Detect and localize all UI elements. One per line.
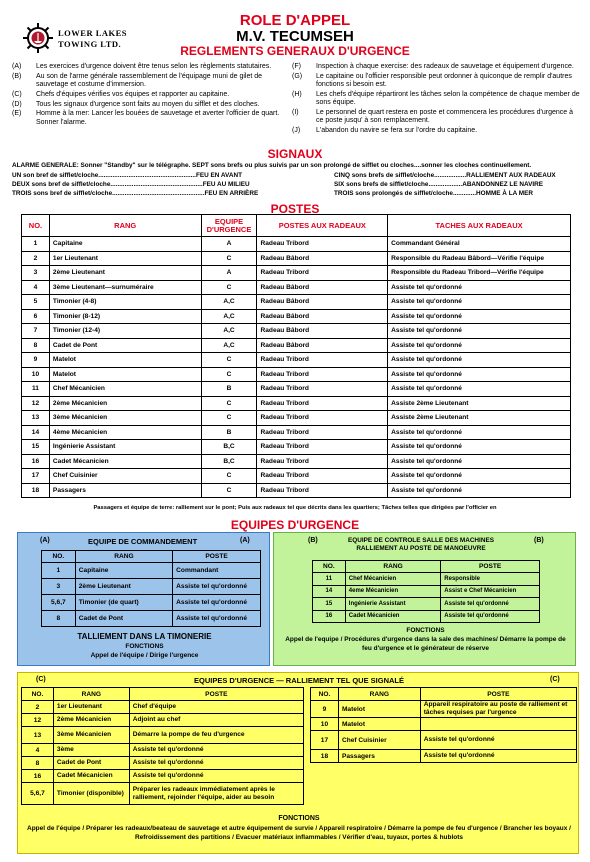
table-cell: 16: [22, 454, 50, 469]
table-cell: 11: [313, 573, 346, 586]
rule-text: Au son de l'arme générale rassemblement de l'équipage muni de gilet de sauvetage et costume d'immersion.: [36, 72, 263, 89]
team-a-panel: [17, 532, 270, 666]
table-cell: Cadet Mécanicien: [53, 770, 129, 783]
team-b-functions-text: Appel de l'equipe / Procédures d'urgence dans la sale des machines/ Démarre la pompe de feu d'urgence et le générateur de réserve: [285, 636, 566, 652]
rule-key: (J): [292, 127, 301, 135]
team-b-rally: RALLIEMENT AU POSTE DE MANOEUVRE: [356, 545, 486, 552]
table-row: [313, 610, 540, 623]
team-a-tag: (A): [40, 537, 50, 544]
table-cell: C: [201, 280, 257, 295]
table-cell: Assiste tel qu'ordonné: [420, 731, 576, 750]
table-cell: Assiste tel qu'ordonné: [388, 367, 571, 382]
team-b-functions-title: FONCTIONS: [406, 627, 445, 634]
signal-row: [12, 172, 582, 181]
table-cell: 15: [22, 440, 50, 455]
team-a-table: [41, 550, 261, 627]
table-cell: Chef d'équipe: [129, 701, 303, 714]
table-row: [22, 353, 571, 368]
table-cell: 7: [22, 324, 50, 339]
col-header-poste: POSTE: [173, 551, 261, 563]
table-cell: 4: [22, 280, 50, 295]
signal-left: TROIS sons bref de sifflet/cloche....................................................FEU EN ARRIÈRE: [12, 190, 259, 197]
table-row: [22, 251, 571, 266]
signal-right: SIX sons brefs de sifflet/cloche...................ABANDONNEZ LE NAVIRE: [334, 181, 544, 188]
table-header-row: [311, 688, 577, 701]
team-a-tag-right: (A): [240, 537, 250, 544]
signal-left: DEUX sons bref de sifflet/cloche....................................................FEU AU MILIEU: [12, 181, 250, 188]
table-cell: Cadet Mécanicien: [345, 610, 441, 623]
rule-item: [292, 109, 582, 126]
rule-text: L'abandon du navire se fera sur l'ordre du capitaine.: [316, 127, 478, 135]
table-row: [22, 440, 571, 455]
team-b-body: [313, 573, 540, 623]
table-row: [22, 295, 571, 310]
table-cell: Radeau Tribord: [257, 237, 388, 252]
table-cell: 2ème Mécanicien: [49, 396, 201, 411]
table-cell: Assiste tel qu'ordonné: [388, 425, 571, 440]
rule-text: Le personnel de quart restera en poste et commencera les procédures d'urgence à ce poste jusqu' à son remplacement.: [316, 108, 573, 125]
team-a-rally: TALLIEMENT DANS LA TIMONERIE: [77, 632, 212, 641]
signal-right: CINQ sons brefs de sifflet/cloche..................RALLIEMENT AUX RADEAUX: [334, 172, 556, 179]
table-cell: 14: [22, 425, 50, 440]
table-cell: B: [201, 425, 257, 440]
table-cell: 17: [311, 731, 339, 750]
table-cell: 3ème Lieutenant—surnuméraire: [49, 280, 201, 295]
vessel-name: M.V. TECUMSEH: [236, 28, 354, 45]
table-cell: Capitaine: [75, 563, 172, 579]
table-cell: Assiste 2ème Lieutenant: [388, 411, 571, 426]
col-header-no: NO.: [22, 688, 54, 701]
table-header-row: [22, 688, 304, 701]
table-row: [22, 454, 571, 469]
table-cell: Cadet Mécanicien: [49, 454, 201, 469]
table-cell: Radeau Bâbord: [257, 280, 388, 295]
table-cell: 2ème Mécanicien: [53, 714, 129, 727]
table-cell: 16: [22, 770, 54, 783]
table-cell: 10: [311, 718, 339, 731]
table-cell: Cadet de Pont: [53, 757, 129, 770]
col-header-no: NO.: [42, 551, 76, 563]
table-cell: Ingénierie Assistant: [345, 598, 441, 611]
table-cell: 4eme Mécanicien: [345, 585, 441, 598]
rule-text: Chefs d'équipes vérifies vos équipes et rapporter au capitaine.: [36, 90, 230, 98]
table-cell: 13: [22, 727, 54, 744]
rule-item: [12, 91, 282, 99]
table-row: [22, 309, 571, 324]
page-subtitle: REGLEMENTS GENERAUX D'URGENCE: [180, 44, 410, 58]
table-cell: 2ème Lieutenant: [49, 266, 201, 281]
table-cell: Radeau Bâbord: [257, 324, 388, 339]
table-cell: Radeau Tribord: [257, 382, 388, 397]
postes-note: Passagers et équipe de terre: ralliement sur le pont; Puis aux radeaux tel que décrits dans les quartiers; Tâches telles que dirigées par l'officier en: [93, 505, 497, 511]
table-cell: Appareil respiratoire au poste de ralliement et tâches requises par l'urgence: [420, 701, 576, 718]
team-a-functions-title: FONCTIONS: [125, 643, 164, 650]
table-row: [311, 731, 577, 750]
table-row: [311, 750, 577, 763]
table-cell: Assiste tel qu'ordonné: [388, 295, 571, 310]
table-cell: 18: [22, 483, 50, 498]
table-cell: 2ème Lieutenant: [75, 579, 172, 595]
table-cell: Passagers: [338, 750, 420, 763]
team-b-title: EQUIPE DE CONTROLE SALLE DES MACHINES: [348, 537, 494, 544]
table-cell: Assiste tel qu'ordonné: [173, 611, 261, 627]
rules-right-column: [292, 63, 582, 137]
table-cell: C: [201, 469, 257, 484]
table-row: [22, 324, 571, 339]
table-row: [311, 718, 577, 731]
table-cell: Assiste tel qu'ordonné: [388, 469, 571, 484]
table-cell: 11: [22, 382, 50, 397]
col-header-rang: RANG: [345, 561, 441, 573]
team-c-left-table: [21, 687, 304, 805]
table-row: [42, 595, 261, 611]
rule-key: (F): [292, 63, 301, 70]
table-cell: Adjoint au chef: [129, 714, 303, 727]
table-cell: Assiste tel qu'ordonné: [173, 595, 261, 611]
table-cell: Assiste tel qu'ordonné: [388, 309, 571, 324]
table-cell: 15: [313, 598, 346, 611]
table-cell: Assiste tel qu'ordonné: [388, 483, 571, 498]
table-cell: Radeau Tribord: [257, 353, 388, 368]
team-c-left-body: [22, 701, 304, 805]
table-cell: 10: [22, 367, 50, 382]
col-header-postes: POSTES AUX RADEAUX: [257, 215, 388, 237]
rule-key: (D): [12, 100, 22, 108]
table-cell: Cadet de Pont: [49, 338, 201, 353]
page-title: ROLE D'APPEL: [239, 12, 351, 29]
team-c-functions-text: Appel de l'équipe / Préparer les radeaux/beateau de sauvetage et autre équipement de survie / Appareil respiratoire / Démarre la pompe de feu d'urgence / Brancher les boyaux / Refroidissement des partitions / Evacuer matériaux inflammables / Vérifier d'eau, tuyaux, portes & hublots: [27, 825, 571, 841]
table-cell: A: [201, 237, 257, 252]
table-cell: Radeau Tribord: [257, 469, 388, 484]
team-c-functions-title: FONCTIONS: [278, 815, 320, 822]
table-row: [313, 598, 540, 611]
table-cell: 1er Lieutenant: [49, 251, 201, 266]
table-row: [22, 744, 304, 757]
table-cell: Assiste tel qu'ordonné: [129, 770, 303, 783]
team-a-functions-text: Appel de l'équipe / Dirige l'urgence: [90, 652, 199, 659]
col-header-rang: RANG: [338, 688, 420, 701]
rule-item: [292, 73, 582, 90]
table-cell: Timonier (4-8): [49, 295, 201, 310]
table-cell: Radeau Tribord: [257, 440, 388, 455]
table-cell: 18: [311, 750, 339, 763]
equipes-title: EQUIPES D'URGENCE: [230, 518, 360, 532]
table-cell: Assiste tel qu'ordonné: [388, 280, 571, 295]
table-cell: B,C: [201, 440, 257, 455]
table-cell: Matelot: [49, 367, 201, 382]
table-row: [22, 382, 571, 397]
table-cell: Responsible du Radeau Bâbord—Vérifie l'équipe: [388, 251, 571, 266]
rule-item: [12, 63, 282, 71]
table-cell: Assiste tel qu'ordonné: [388, 324, 571, 339]
table-cell: Cadet de Pont: [75, 611, 172, 627]
table-cell: A,C: [201, 309, 257, 324]
table-cell: Responsible: [441, 573, 540, 586]
table-row: [22, 770, 304, 783]
table-cell: Timonier (8-12): [49, 309, 201, 324]
table-cell: Chef Mécanicien: [49, 382, 201, 397]
table-row: [22, 701, 304, 714]
table-cell: 14: [313, 585, 346, 598]
table-row: [22, 757, 304, 770]
table-cell: Timonier (disponible): [53, 783, 129, 805]
logo-line-1: LOWER LAKES: [58, 28, 128, 38]
table-cell: 16: [313, 610, 346, 623]
team-b-tag: (B): [308, 537, 318, 544]
table-cell: Radeau Tribord: [257, 425, 388, 440]
table-header-row: [313, 561, 540, 573]
table-header-row: [42, 551, 261, 563]
rule-key: (A): [12, 63, 22, 70]
table-cell: 8: [22, 338, 50, 353]
table-cell: Radeau Bâbord: [257, 251, 388, 266]
table-cell: 13: [22, 411, 50, 426]
col-header-no: NO.: [311, 688, 339, 701]
table-row: [22, 783, 304, 805]
table-cell: Assiste tel qu'ordonné: [173, 579, 261, 595]
table-cell: Capitaine: [49, 237, 201, 252]
table-cell: 3ème Mécanicien: [49, 411, 201, 426]
rule-key: (I): [292, 108, 299, 116]
table-cell: 9: [22, 353, 50, 368]
table-cell: 1er Lieutenant: [53, 701, 129, 714]
rule-item: [292, 63, 582, 71]
team-c-tag: (C): [36, 676, 46, 683]
table-cell: Assiste tel qu'ordonné: [388, 338, 571, 353]
team-c-title: EQUIPES D'URGENCE — RALLIEMENT TEL QUE SIGNALÉ: [194, 676, 404, 685]
table-cell: 3: [22, 266, 50, 281]
table-row: [22, 727, 304, 744]
table-cell: 3ème: [53, 744, 129, 757]
rule-item: [292, 127, 582, 135]
table-row: [42, 563, 261, 579]
table-cell: Matelot: [49, 353, 201, 368]
table-cell: 2: [22, 701, 54, 714]
team-a-body: [42, 563, 261, 627]
table-cell: C: [201, 353, 257, 368]
col-header-poste: POSTE: [129, 688, 303, 701]
table-row: [22, 425, 571, 440]
table-row: [311, 701, 577, 718]
table-cell: A,C: [201, 295, 257, 310]
col-header-rang: RANG: [53, 688, 129, 701]
general-alarm-text: ALARME GENERALE: Sonner "Standby" sur le télégraphe. SEPT sons brefs ou plus suivis par un son prolongé de sifflet ou cloches....sonner les cloches continuellement.: [12, 162, 532, 169]
rule-key: (E): [12, 110, 22, 118]
table-row: [313, 585, 540, 598]
table-row: [22, 237, 571, 252]
table-cell: Chef Mécanicien: [345, 573, 441, 586]
table-cell: Radeau Bâbord: [257, 338, 388, 353]
signal-row: [12, 181, 582, 190]
rule-text: Le capitaine ou l'officier responsible peut ordonner à quiconque de remplir d'autres fonctions si besoin est.: [316, 72, 572, 89]
postes-table: [21, 214, 571, 498]
table-cell: Radeau Bâbord: [257, 309, 388, 324]
rule-key: (B): [12, 72, 22, 80]
col-header-rang: RANG: [49, 215, 201, 237]
table-cell: C: [201, 396, 257, 411]
table-cell: Préparer les radeaux immédiatement après le ralliement, rejoinder l'équipe, aider au besoin: [129, 783, 303, 805]
rule-key: (H): [292, 90, 302, 98]
table-cell: Assiste tel qu'ordonné: [441, 610, 540, 623]
table-row: [22, 396, 571, 411]
table-row: [22, 469, 571, 484]
table-cell: Démarre la pompe de feu d'urgence: [129, 727, 303, 744]
table-cell: [420, 718, 576, 731]
signal-right: TROIS sons prolongés de sifflet/cloche.............HOMME À LA MER: [334, 190, 533, 197]
table-cell: A,C: [201, 324, 257, 339]
rule-text: Les exercices d'urgence doivent être tenus selon les règlements statutaires.: [36, 63, 272, 70]
table-cell: 4: [22, 744, 54, 757]
table-cell: C: [201, 483, 257, 498]
rule-item: [12, 101, 282, 109]
table-cell: Matelot: [338, 701, 420, 718]
table-cell: 8: [42, 611, 76, 627]
table-cell: Assiste tel qu'ordonné: [388, 353, 571, 368]
col-header-equipe: EQUIPE D'URGENCE: [201, 215, 257, 237]
table-cell: Assiste tel qu'ordonné: [388, 454, 571, 469]
table-cell: C: [201, 367, 257, 382]
table-cell: Timonier (12-4): [49, 324, 201, 339]
rule-key: (G): [292, 72, 303, 80]
table-cell: 9: [311, 701, 339, 718]
table-cell: C: [201, 411, 257, 426]
table-cell: 1: [22, 237, 50, 252]
signal-row: [12, 190, 582, 199]
rule-text: Tous les signaux d'urgence sont faits au moyen du sifflet et des cloches.: [36, 100, 260, 108]
table-cell: 12: [22, 714, 54, 727]
table-cell: Matelot: [338, 718, 420, 731]
table-cell: 12: [22, 396, 50, 411]
table-cell: C: [201, 251, 257, 266]
col-header-poste: POSTE: [420, 688, 576, 701]
table-cell: Assiste tel qu'ordonné: [420, 750, 576, 763]
team-a-title: EQUIPE DE COMMANDEMENT: [88, 537, 198, 546]
table-cell: 5,6,7: [22, 783, 54, 805]
team-b-tag-right: (B): [534, 537, 544, 544]
table-cell: Timonier (de quart): [75, 595, 172, 611]
table-cell: A: [201, 266, 257, 281]
table-cell: 4ème Mécanicien: [49, 425, 201, 440]
col-header-poste: POSTE: [441, 561, 540, 573]
team-c-right-body: [311, 701, 577, 763]
table-cell: Passagers: [49, 483, 201, 498]
table-cell: Assiste 2ème Lieutenant: [388, 396, 571, 411]
rule-text: Les chefs d'équipe répartiront les tâches selon la compétence de chaque member de sons équipe.: [316, 90, 580, 107]
table-row: [42, 579, 261, 595]
table-row: [42, 611, 261, 627]
table-cell: Radeau Tribord: [257, 266, 388, 281]
table-row: [22, 483, 571, 498]
table-cell: 8: [22, 757, 54, 770]
table-cell: Commandant: [173, 563, 261, 579]
signal-left: UN son bref de sifflet/cloche.......................................................FEU EN AVANT: [12, 172, 242, 179]
table-cell: Radeau Tribord: [257, 367, 388, 382]
table-row: [22, 338, 571, 353]
table-cell: Assist e Chef Mécanicien: [441, 585, 540, 598]
table-cell: Radeau Tribord: [257, 411, 388, 426]
table-cell: Assiste tel qu'ordonné: [388, 440, 571, 455]
table-cell: 2: [22, 251, 50, 266]
table-cell: 3ème Mécanicien: [53, 727, 129, 744]
table-cell: B,C: [201, 454, 257, 469]
table-row: [22, 714, 304, 727]
table-cell: Radeau Tribord: [257, 454, 388, 469]
table-row: [313, 573, 540, 586]
rule-text: Inspection à chaque exercise: des radeaux de sauvetage et équipement d'urgence.: [316, 63, 574, 70]
table-cell: Chef Cuisinier: [49, 469, 201, 484]
table-cell: Ingénierie Assistant: [49, 440, 201, 455]
table-cell: Radeau Bâbord: [257, 295, 388, 310]
col-header-rang: RANG: [75, 551, 172, 563]
rule-item: [12, 73, 282, 90]
table-cell: Assiste tel qu'ordonné: [388, 382, 571, 397]
postes-table-body: [22, 237, 571, 498]
table-row: [22, 367, 571, 382]
table-cell: Assiste tel qu'ordonné: [129, 744, 303, 757]
table-row: [22, 411, 571, 426]
table-cell: Radeau Tribord: [257, 483, 388, 498]
rule-text: Homme à la mer: Lancer les bouées de sauvetage et averter l'officier de quart. Sonner l'alarme.: [36, 110, 280, 126]
table-cell: Assiste tel qu'ordonné: [129, 757, 303, 770]
rule-key: (C): [12, 90, 22, 98]
logo-line-2: TOWING LTD.: [58, 39, 122, 49]
team-c-panel: [17, 672, 579, 854]
col-header-no: NO.: [22, 215, 50, 237]
table-cell: 1: [42, 563, 76, 579]
col-header-taches: TACHES AUX RADEAUX: [388, 215, 571, 237]
table-cell: Assiste tel qu'ordonné: [441, 598, 540, 611]
team-c-tag-right: (C): [550, 676, 560, 683]
table-cell: 17: [22, 469, 50, 484]
table-cell: B: [201, 382, 257, 397]
signals-title: SIGNAUX: [267, 147, 323, 161]
table-header-row: [22, 215, 571, 237]
team-c-right-table: [310, 687, 577, 763]
table-cell: Chef Cuisinier: [338, 731, 420, 750]
table-cell: 5,6,7: [42, 595, 76, 611]
postes-title: POSTES: [270, 202, 320, 216]
rule-item: [292, 91, 582, 108]
table-cell: 6: [22, 309, 50, 324]
team-b-panel: [273, 532, 576, 666]
table-cell: Radeau Tribord: [257, 396, 388, 411]
table-cell: 3: [42, 579, 76, 595]
rule-item: [12, 110, 282, 127]
table-cell: 5: [22, 295, 50, 310]
table-cell: Commandant Général: [388, 237, 571, 252]
team-b-table: [312, 560, 540, 623]
rules-left-column: [12, 63, 282, 129]
table-row: [22, 266, 571, 281]
table-cell: A,C: [201, 338, 257, 353]
table-row: [22, 280, 571, 295]
table-cell: Responsible du Radeau Tribord—Vérifie l'équipe: [388, 266, 571, 281]
col-header-no: NO.: [313, 561, 346, 573]
